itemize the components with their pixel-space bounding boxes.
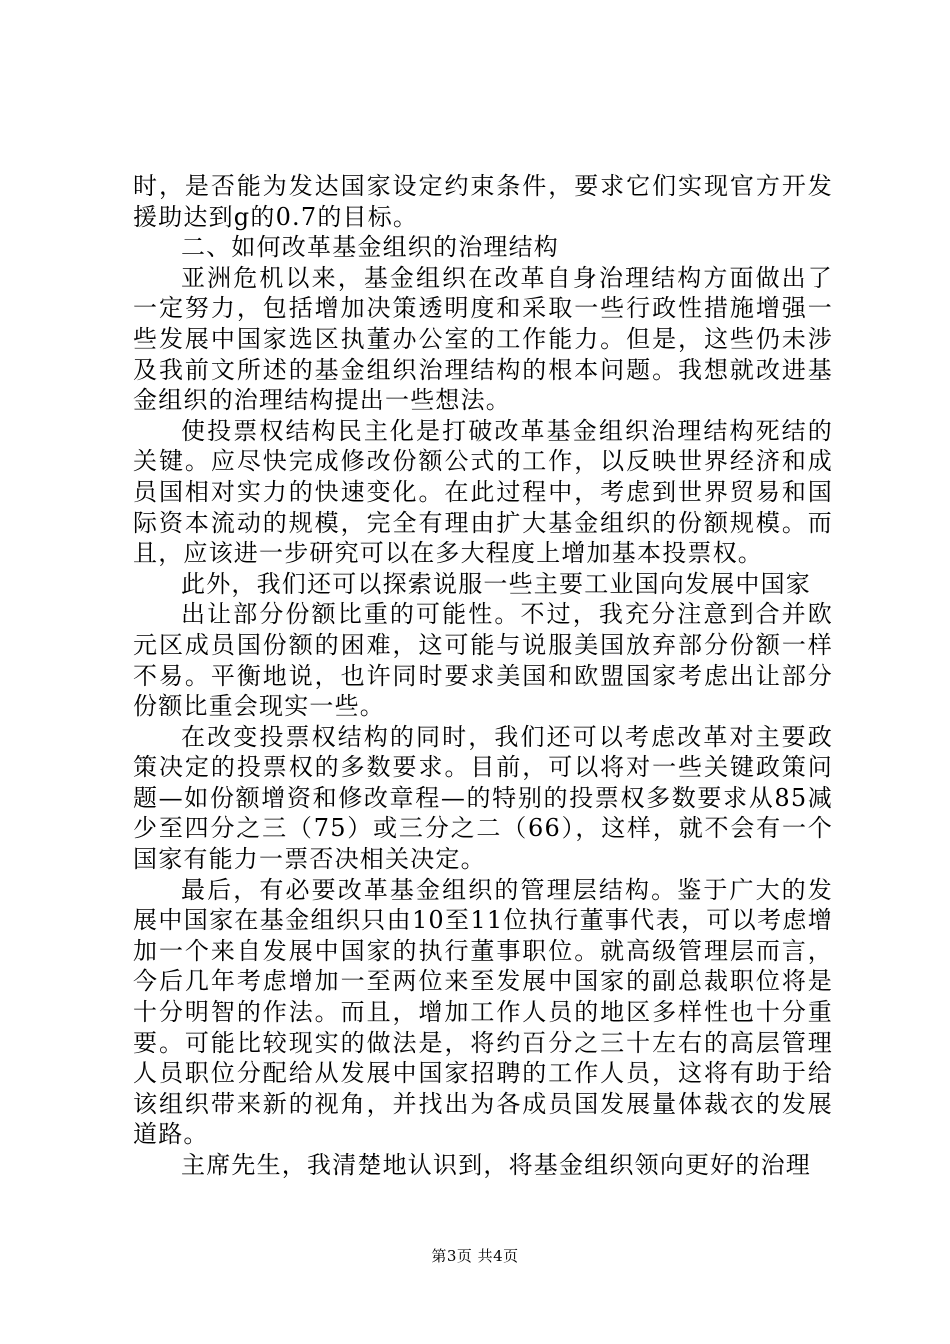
document-body [133, 171, 833, 1181]
paragraph-3: 使投票权结构民主化是打破改革基金组织治理结构死结的关键。应尽快完成修改份额公式的工作，以反映世界经济和成员国相对实力的快速变化。在此过程中，考虑到世界贸易和国际资本流动的规模，完全有理由扩大基金组织的份额规模。而且，应该进一步研究可以在多大程度上增加基本投票权。 [133, 416, 833, 568]
paragraph-1: 时，是否能为发达国家设定约束条件，要求它们实现官方开发援助达到g的0.7的目标。 [133, 172, 833, 231]
paragraph-4: 此外，我们还可以探索说服一些主要工业国向发展中国家 [181, 569, 811, 598]
paragraph-2: 亚洲危机以来，基金组织在改革自身治理结构方面做出了一定努力，包括增加决策透明度和采取一些行政性措施增强一些发展中国家选区执董办公室的工作能力。但是，这些仍未涉及我前文所述的基金组织治理结构的根本问题。我想就改进基金组织的治理结构提出一些想法。 [133, 263, 833, 415]
paragraph-7: 最后，有必要改革基金组织的管理层结构。鉴于广大的发展中国家在基金组织只由10至11位执行董事代表，可以考虑增加一个来自发展中国家的执行董事职位。就高级管理层而言，今后几年考虑增加一至两位来至发展中国家的副总裁职位将是十分明智的作法。而且，增加工作人员的地区多样性也十分重要。可能比较现实的做法是，将约百分之三十左右的高层管理人员职位分配给从发展中国家招聘的工作人员，这将有助于给该组织带来新的视角，并找出为各成员国发展量体裁衣的发展道路。 [133, 875, 833, 1149]
page-number: 第3页 共4页 [431, 1247, 519, 1265]
paragraph-5: 出让部分份额比重的可能性。不过，我充分注意到合并欧元区成员国份额的困难，这可能与说服美国放弃部分份额一样不易。平衡地说，也许同时要求美国和欧盟国家考虑出让部分份额比重会现实一些。 [133, 600, 833, 721]
page-footer [0, 1245, 950, 1266]
section-heading: 二、如何改革基金组织的治理结构 [181, 233, 559, 262]
paragraph-6: 在改变投票权结构的同时，我们还可以考虑改革对主要政策决定的投票权的多数要求。目前，可以将对一些关键政策问题—如份额增资和修改章程—的特别的投票权多数要求从85减少至四分之三（75）或三分之二（66），这样，就不会有一个国家有能力一票否决相关决定。 [133, 722, 833, 874]
paragraph-8: 主席先生，我清楚地认识到，将基金组织领向更好的治理 [181, 1151, 811, 1179]
